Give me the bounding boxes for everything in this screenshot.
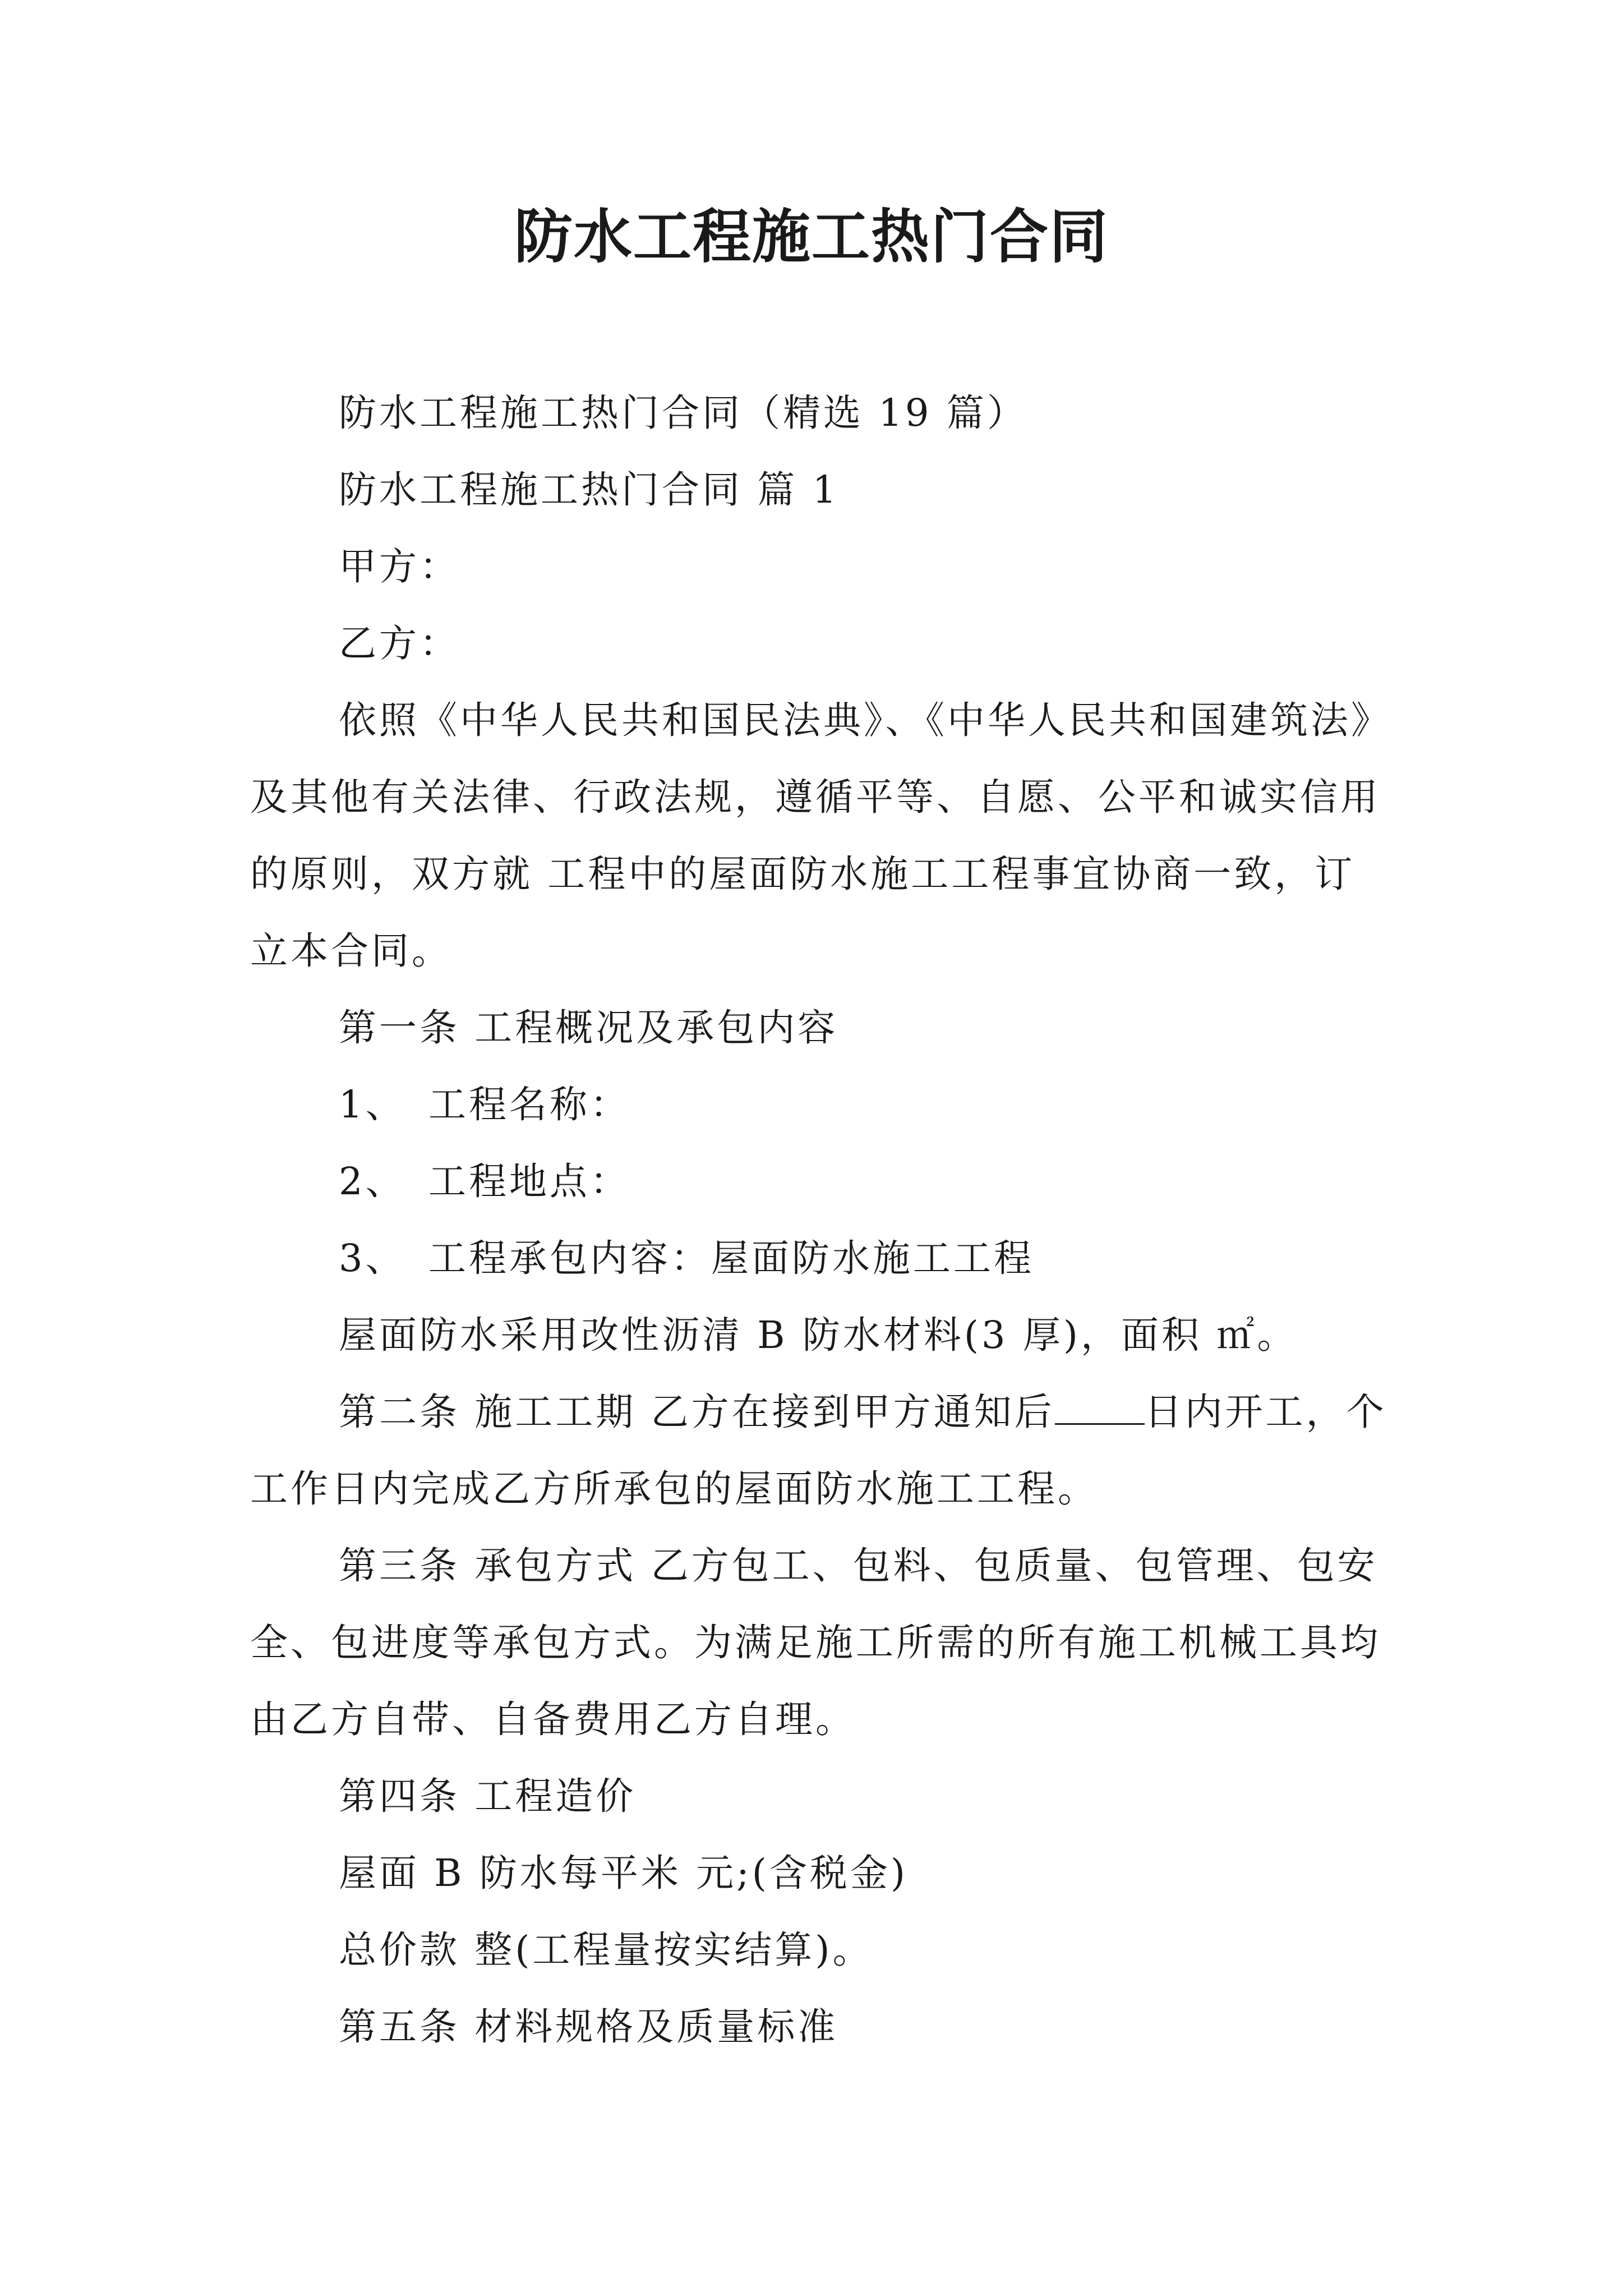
article-4-title: 第四条 工程造价: [339, 1774, 637, 1818]
party-b-label: 乙方：: [339, 622, 460, 665]
document-title: 防水工程施工热门合同: [514, 202, 1109, 271]
article-1-item: [250, 1220, 1394, 1297]
article-2-paragraph: [250, 1374, 1394, 1527]
party-a-label: 甲方：: [339, 545, 460, 588]
article-4-unit-price: 屋面 B 防水每平米 元;(含税金): [339, 1851, 908, 1895]
intro-paragraph: 依照《中华人民共和国民法典》、《中华人民共和国建筑法》及其他有关法律、行政法规，遵循平等、自愿、公平和诚实信用的原则，双方就 工程中的屋面防水施工工程事宜协商一致，订立本合同。: [250, 698, 1391, 973]
article-1-title: 第一条 工程概况及承包内容: [339, 1006, 838, 1050]
article-5-title: 第五条 材料规格及质量标准: [339, 2005, 838, 2049]
article-1-material: 屋面防水采用改性沥清 B 防水材料(3 厚)，面积 ㎡。: [339, 1313, 1298, 1357]
article-1-item: [250, 1143, 1394, 1220]
item-text: 工程承包内容：屋面防水施工工程: [428, 1236, 1034, 1280]
article-1-item: [250, 1066, 1394, 1143]
item-number: 2、: [339, 1159, 406, 1203]
article-2-text-start: 第二条 施工工期 乙方在接到甲方通知后: [339, 1390, 1055, 1434]
article-4-total: 总价款 整(工程量按实结算)。: [339, 1928, 873, 1972]
document-body: [250, 375, 1394, 2065]
fill-in-blank: [1055, 1392, 1145, 1425]
item-text: 工程地点：: [428, 1159, 630, 1203]
article-2-text-end: 日内开工，个工作日内完成乙方所承包的屋面防水施工工程。: [250, 1390, 1387, 1511]
subtitle: 防水工程施工热门合同（精选 19 篇）: [339, 391, 1027, 435]
item-text: 工程名称：: [428, 1083, 630, 1126]
section-heading: 防水工程施工热门合同 篇 1: [339, 468, 840, 512]
item-number: 1、: [339, 1083, 406, 1126]
item-number: 3、: [339, 1236, 406, 1280]
article-3-paragraph: 第三条 承包方式 乙方包工、包料、包质量、包管理、包安全、包进度等承包方式。为满足施工所需的所有施工机械工具均由乙方自带、自备费用乙方自理。: [250, 1544, 1381, 1741]
